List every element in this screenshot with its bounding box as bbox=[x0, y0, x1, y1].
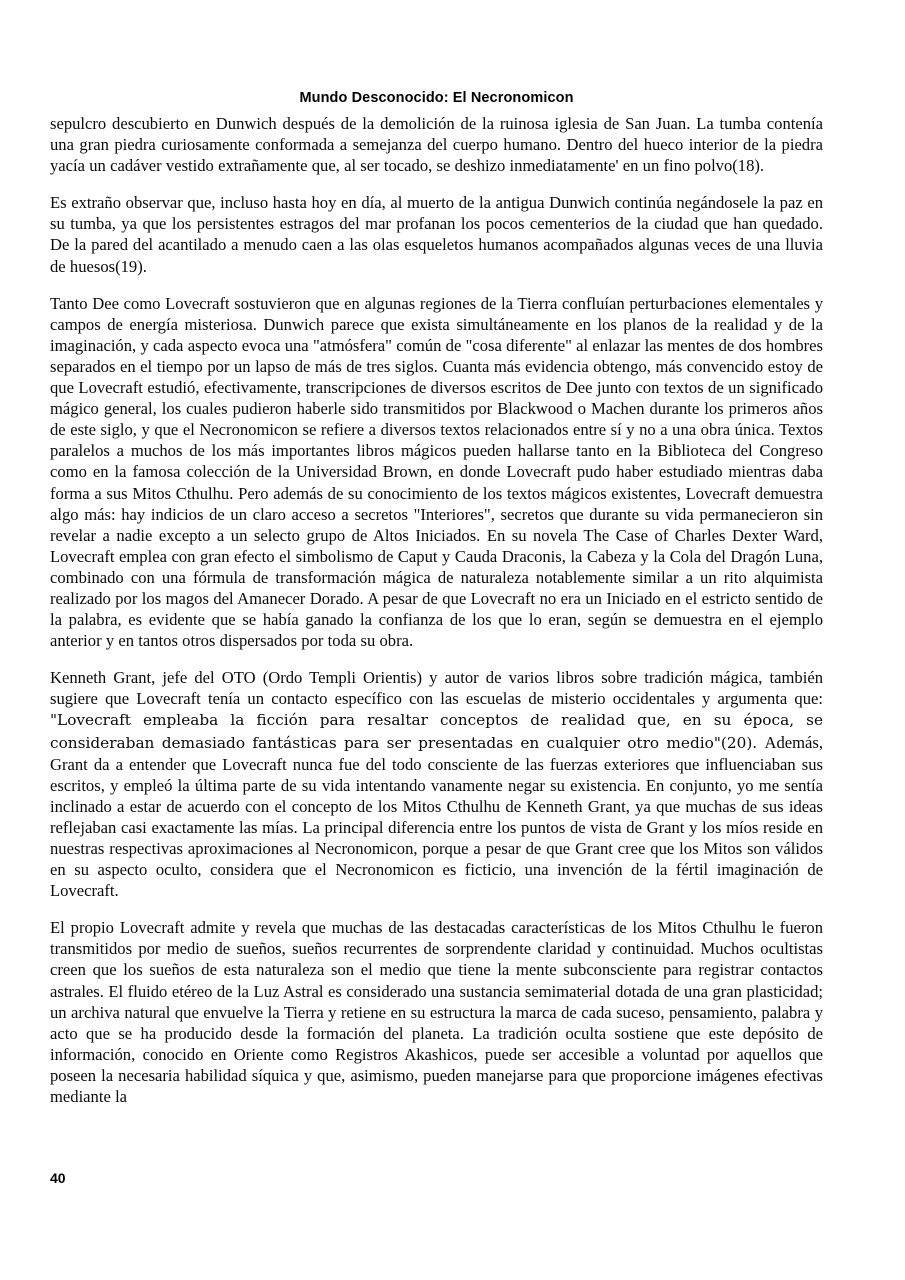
grant-tail-text: Además, Grant da a entender que Lovecraft nunca fue del todo consciente de las fuerzas exteriores que influenciaban sus escritos, y empleó la última parte de su vida intentando vanamente negar su existencia. En conjunto, yo me sentía inclinado a estar de acuerdo con el concepto de los Mitos Cthulhu de Kenneth Grant, ya que muchas de sus ideas reflejaban casi exactamente las mías. La principal diferencia entre los puntos de vista de Grant y los míos reside en nuestras respectivas aproximaciones al Necronomicon, porque a pesar de que Grant cree que los Mitos son válidos en su aspecto oculto, considera que el Necronomicon es ficticio, una invención de la fértil imaginación de Lovecraft. bbox=[50, 732, 823, 901]
paragraph-kenneth-grant bbox=[50, 667, 823, 901]
paragraph-es-extrano: Es extraño observar que, incluso hasta hoy en día, al muerto de la antigua Dunwich continúa negándosele la paz en su tumba, ya que los persistentes estragos del mar profanan los pocos cementerios de la ciudad que han quedado. De la pared del acantilado a menudo caen a las olas esqueletos humanos acompañados algunas veces de una lluvia de huesos(19). bbox=[50, 193, 823, 276]
paragraph-el-propio-lovecraft: El propio Lovecraft admite y revela que muchas de las destacadas características de los Mitos Cthulhu le fueron transmitidos por medio de sueños, sueños recurrentes de sorprendente claridad y continuidad. Muchos ocultistas creen que los sueños de esta naturaleza son el medio que tiene la mente subconsciente para registrar contactos astrales. El fluido etéreo de la Luz Astral es considerado una sustancia semimaterial dotada de una gran plasticidad; un archiva natural que envuelve la Tierra y retiene en su estructura la marca de cada suceso, pensamiento, palabra y acto que se ha producido desde la formación del planeta. La tradición oculta sostiene que este depósito de información, conocido en Oriente como Registros Akashicos, puede ser accesible a voluntad por aquellos que poseen la necesaria habilidad síquica y que, asimismo, pueden manejarse para que proporcione imágenes efectivas mediante la bbox=[50, 918, 823, 1107]
body-text-column bbox=[50, 113, 823, 1107]
paragraph-sepulcro: sepulcro descubierto en Dunwich después de la demolición de la ruinosa iglesia de San Juan. La tumba contenía una gran piedra curiosamente conformada a semejanza del cuerpo humano. Dentro del hueco interior de la piedra yacía un cadáver vestido extrañamente que, al ser tocado, se deshizo inmediatamente' en un fino polvo(18). bbox=[50, 114, 823, 176]
grant-quotation: "Lovecraft empleaba la ficción para resaltar conceptos de realidad que, en su época, se consideraban demasiado fantásticas para ser presentadas en cualquier otro medio"(20). bbox=[50, 711, 823, 752]
grant-lead-text: Kenneth Grant, jefe del OTO (Ordo Templi Orientis) y autor de varios libros sobre tradición mágica, también sugiere que Lovecraft tenía un contacto específico con las escuelas de misterio occidentales y argumenta que: bbox=[50, 668, 823, 709]
paragraph-tanto-dee: Tanto Dee como Lovecraft sostuvieron que en algunas regiones de la Tierra confluían perturbaciones elementales y campos de energía misteriosa. Dunwich parece que exista simultáneamente en los planos de la realidad y de la imaginación, y cada aspecto evoca una "atmósfera" común de "cosa diferente" al enlazar las mentes de dos hombres separados en el tiempo por un lapso de más de tres siglos. Cuanta más evidencia obtengo, más convencido estoy de que Lovecraft estudió, efectivamente, transcripciones de diversos escritos de Dee junto con textos de un significado mágico general, los cuales pudieron haberle sido transmitidos por Blackwood o Machen durante los primeros años de este siglo, y que el Necronomicon se refiere a diversos textos relacionados entre sí y no a una obra única. Textos paralelos a muchos de los más importantes libros mágicos pueden hallarse tanto en la Biblioteca del Congreso como en la famosa colección de la Universidad Brown, en donde Lovecraft pudo haber estudiado mientras daba forma a sus Mitos Cthulhu. Pero además de su conocimiento de los textos mágicos existentes, Lovecraft demuestra algo más: hay indicios de un claro acceso a secretos "Interiores", secretos que durante su vida permanecieron sin revelar a nadie excepto a un selecto grupo de Altos Iniciados. En su novela The Case of Charles Dexter Ward, Lovecraft emplea con gran efecto el simbolismo de Caput y Cauda Draconis, la Cabeza y la Cola del Dragón Luna, combinado con una fórmula de transformación mágica de naturaleza notablemente similar a un rito alquimista realizado por los magos del Amanecer Dorado. A pesar de que Lovecraft no era un Iniciado en el estricto sentido de la palabra, es evidente que se había ganado la confianza de los que lo eran, según se demuestra en el ejemplo anterior y en tantos otros dispersados por toda su obra. bbox=[50, 293, 823, 651]
page-number: 40 bbox=[50, 1170, 66, 1186]
running-header: Mundo Desconocido: El Necronomicon bbox=[299, 90, 574, 106]
